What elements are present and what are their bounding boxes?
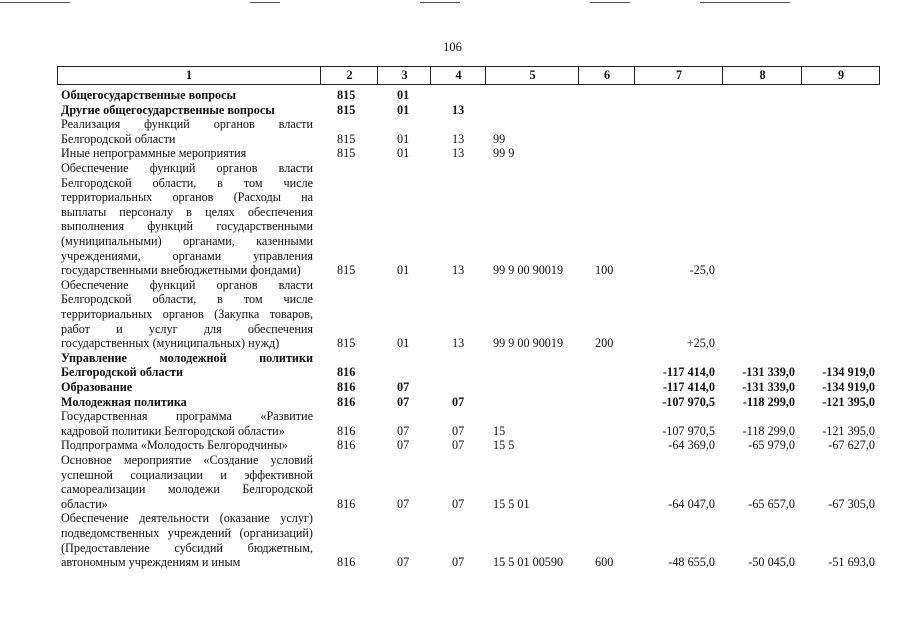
item-name xyxy=(61,351,313,380)
item-name-line: выплаты персоналу в целях обеспечения xyxy=(61,204,313,219)
item-name-line: Управление молодежной политики xyxy=(61,350,313,365)
item-name-line: Государственная программа «Развитие xyxy=(61,409,313,424)
amount-year-2: -50 045,0 xyxy=(748,555,795,570)
section-code: 07 xyxy=(397,423,410,438)
item-name-line: Основное мероприятие «Создание условий xyxy=(61,453,313,467)
amount-year-1: +25,0 xyxy=(686,336,715,351)
amount-year-3: -67 305,0 xyxy=(828,496,875,511)
table-row xyxy=(57,88,880,103)
item-name-line: выполнения функций государственными xyxy=(61,219,313,234)
item-name-line: Иные непрограммные мероприятия xyxy=(61,146,247,161)
section-code: 07 xyxy=(397,438,410,453)
item-name xyxy=(61,395,313,410)
item-name-line: государственных (муниципальных) нужд) xyxy=(61,336,280,351)
subsection-code: 13 xyxy=(452,102,465,117)
amount-year-1: -25,0 xyxy=(689,263,715,278)
expense-type-code: 100 xyxy=(595,263,614,278)
amount-year-2: -65 979,0 xyxy=(748,438,795,453)
amount-year-3: -134 919,0 xyxy=(822,365,875,380)
item-name xyxy=(61,453,313,511)
target-article-code: 15 5 xyxy=(493,438,515,453)
item-name-line: Обеспечение деятельности (оказание услуг) xyxy=(61,511,313,526)
item-name xyxy=(61,380,313,395)
subsection-code: 07 xyxy=(452,438,465,453)
item-name xyxy=(61,438,313,453)
section-code: 01 xyxy=(397,336,410,351)
table-row xyxy=(57,395,880,410)
chapter-code: 815 xyxy=(337,263,356,278)
header-cell: 6 xyxy=(578,67,635,84)
item-name-line: территориальных органов (Расходы на xyxy=(61,190,313,205)
item-name-line: Обеспечение функций органов власти xyxy=(61,277,313,292)
table-row xyxy=(57,278,880,351)
amount-year-3: -51 693,0 xyxy=(828,555,875,570)
item-name-line: Молодежная политика xyxy=(61,394,187,409)
amount-year-1: -117 414,0 xyxy=(662,380,715,394)
table-row xyxy=(57,380,880,395)
scan-edge-line xyxy=(700,2,790,3)
chapter-code: 815 xyxy=(337,146,356,161)
item-name xyxy=(61,278,313,351)
section-code: 01 xyxy=(397,131,410,146)
item-name-line: государственными внебюджетными фондами) xyxy=(61,263,301,278)
table-row xyxy=(57,409,880,438)
target-article-code: 99 9 00 90019 xyxy=(493,263,564,278)
chapter-code: 816 xyxy=(337,394,356,409)
table-header xyxy=(57,66,880,85)
table-row xyxy=(57,103,880,118)
section-code: 01 xyxy=(397,146,410,161)
subsection-code: 13 xyxy=(452,131,465,146)
target-article-code: 15 5 01 00590 xyxy=(493,555,564,570)
item-name-line: Белгородской области, в том числе xyxy=(61,292,313,307)
table-row xyxy=(57,511,880,569)
chapter-code: 816 xyxy=(337,555,356,570)
target-article-code: 15 5 01 xyxy=(493,496,530,511)
table-row xyxy=(57,453,880,511)
chapter-code: 815 xyxy=(337,131,356,146)
table-row xyxy=(57,117,880,146)
chapter-code: 816 xyxy=(337,365,356,380)
chapter-code: 816 xyxy=(337,380,356,394)
section-code: 01 xyxy=(397,88,410,102)
chapter-code: 816 xyxy=(337,438,356,453)
header-cell: 8 xyxy=(722,67,802,84)
chapter-code: 816 xyxy=(337,496,356,511)
target-article-code: 99 xyxy=(493,131,506,146)
amount-year-2: -131 339,0 xyxy=(742,365,795,380)
chapter-code: 815 xyxy=(337,102,356,117)
amount-year-3: -67 627,0 xyxy=(828,438,875,453)
expense-type-code: 600 xyxy=(595,555,614,570)
item-name-line: Другие общегосударственные вопросы xyxy=(61,102,275,117)
item-name xyxy=(61,409,313,438)
amount-year-1: -107 970,5 xyxy=(662,423,715,438)
chapter-code: 815 xyxy=(337,336,356,351)
header-cell: 1 xyxy=(185,68,193,82)
header-cell: 4 xyxy=(430,67,486,84)
header-cell: 7 xyxy=(634,67,723,84)
subsection-code: 07 xyxy=(452,555,465,570)
section-code: 07 xyxy=(397,394,410,409)
scan-edge-line xyxy=(420,2,460,3)
item-name-line: Общегосударственные вопросы xyxy=(61,88,237,102)
section-code: 07 xyxy=(397,555,410,570)
target-article-code: 99 9 xyxy=(493,146,515,161)
budget-table xyxy=(57,66,880,570)
header-cell: 9 xyxy=(801,67,880,84)
amount-year-2: -118 299,0 xyxy=(742,394,795,409)
item-name-line: Подпрограмма «Молодость Белгородчины» xyxy=(61,438,288,453)
header-cell: 2 xyxy=(320,67,378,84)
item-name-line: успешной социализации и эффективной xyxy=(61,467,313,482)
subsection-code: 07 xyxy=(452,423,465,438)
amount-year-1: -64 369,0 xyxy=(668,438,715,453)
item-name xyxy=(61,117,313,146)
item-name-line: работ и услуг для обеспечения xyxy=(61,321,313,336)
page-number: 106 xyxy=(443,40,462,54)
item-name-line: области» xyxy=(61,496,108,511)
item-name-line: Белгородской области xyxy=(61,365,183,380)
chapter-code: 815 xyxy=(337,88,356,102)
scan-edge-line xyxy=(0,2,70,3)
target-article-code: 15 xyxy=(493,423,506,438)
item-name xyxy=(61,88,313,103)
header-cell: 3 xyxy=(377,67,431,84)
item-name-line: учреждениями, органами управления xyxy=(61,248,313,263)
section-code: 07 xyxy=(397,380,410,394)
amount-year-3: -121 395,0 xyxy=(822,394,875,409)
amount-year-1: -48 655,0 xyxy=(668,555,715,570)
expense-type-code: 200 xyxy=(595,336,614,351)
item-name-line: Белгородской области, в том числе xyxy=(61,175,313,190)
target-article-code: 99 9 00 90019 xyxy=(493,336,564,351)
item-name-line: автономным учреждениям и иным xyxy=(61,555,241,570)
subsection-code: 07 xyxy=(452,394,465,409)
amount-year-1: -64 047,0 xyxy=(668,496,715,511)
section-code: 01 xyxy=(397,263,410,278)
item-name-line: Обеспечение функций органов власти xyxy=(61,161,313,175)
table-row xyxy=(57,161,880,278)
item-name-line: подведомственных учреждений (организаций) xyxy=(61,525,313,540)
amount-year-2: -118 299,0 xyxy=(742,423,795,438)
amount-year-1: -107 970,5 xyxy=(662,394,715,409)
amount-year-2: -65 657,0 xyxy=(748,496,795,511)
subsection-code: 13 xyxy=(452,263,465,278)
amount-year-2: -131 339,0 xyxy=(742,380,795,394)
item-name-line: кадровой политики Белгородской области» xyxy=(61,423,285,438)
item-name-line: Реализация функций органов власти xyxy=(61,117,313,132)
item-name-line: (муниципальными) органами, казенными xyxy=(61,233,313,248)
subsection-code: 07 xyxy=(452,496,465,511)
subsection-code: 13 xyxy=(452,336,465,351)
item-name xyxy=(61,146,313,161)
section-code: 07 xyxy=(397,496,410,511)
section-code: 01 xyxy=(397,102,410,117)
table-row xyxy=(57,146,880,161)
chapter-code: 816 xyxy=(337,423,356,438)
item-name xyxy=(61,103,313,118)
item-name xyxy=(61,161,313,278)
item-name-line: самореализации молодежи Белгородской xyxy=(61,482,313,497)
item-name-line: Образование xyxy=(61,380,133,394)
item-name xyxy=(61,511,313,569)
item-name-line: Белгородской области xyxy=(61,131,176,146)
header-cell: 5 xyxy=(485,67,579,84)
item-name-line: территориальных органов (Закупка товаров, xyxy=(61,306,313,321)
subsection-code: 13 xyxy=(452,146,465,161)
scan-edge-line xyxy=(250,2,280,3)
table-row xyxy=(57,351,880,380)
table-row xyxy=(57,438,880,453)
amount-year-3: -134 919,0 xyxy=(822,380,875,394)
amount-year-1: -117 414,0 xyxy=(662,365,715,380)
item-name-line: (Предоставление субсидий бюджетным, xyxy=(61,540,313,555)
amount-year-3: -121 395,0 xyxy=(822,423,875,438)
scan-edge-line xyxy=(590,2,630,3)
